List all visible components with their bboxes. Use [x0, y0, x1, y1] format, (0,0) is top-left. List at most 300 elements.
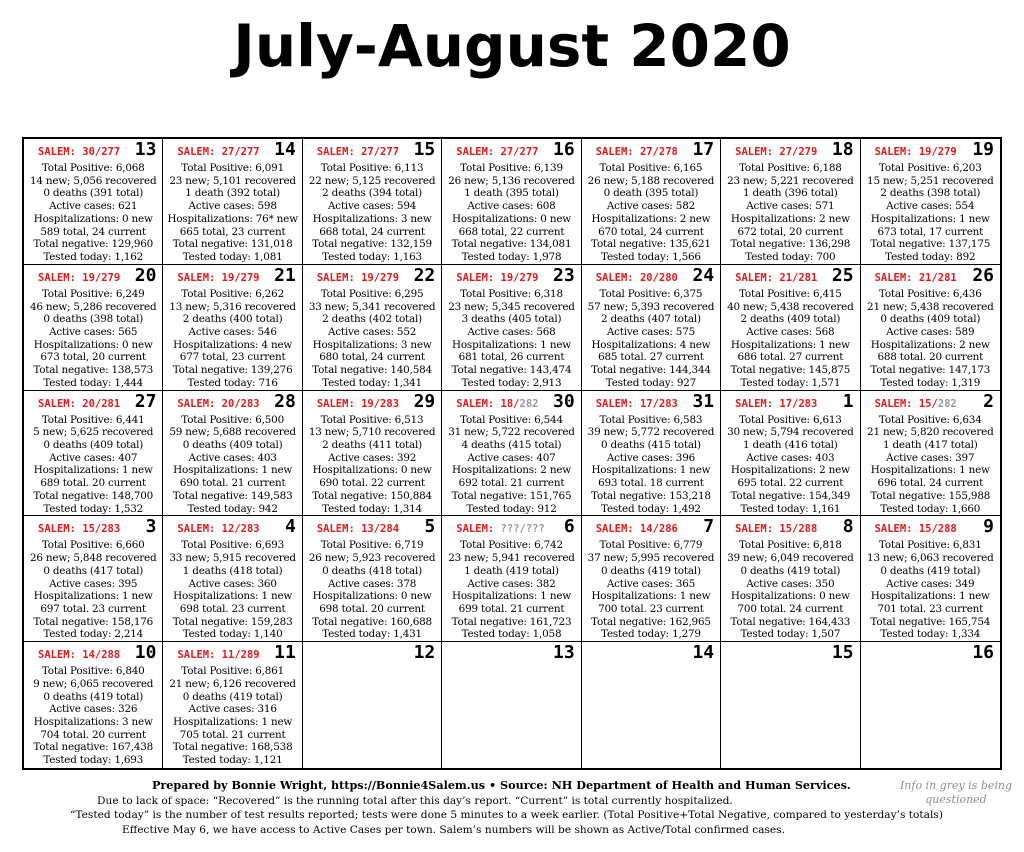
stat-line: Tested today: 2,214	[43, 628, 144, 641]
salem-cases	[177, 146, 259, 158]
day-cell-header	[24, 264, 162, 286]
stat-line: 673 total, 17 current	[877, 225, 984, 238]
stat-line: Total negative: 165,754	[870, 615, 991, 628]
day-cell-header	[442, 390, 580, 412]
salem-cases	[875, 146, 957, 158]
day-cell-header	[163, 264, 301, 286]
stat-line: 700 total. 23 current	[598, 602, 704, 615]
day-number: 13	[134, 139, 157, 160]
stat-line: Hospitalizations: 1 new	[870, 590, 990, 603]
day-cell-header	[442, 139, 580, 160]
day-number: 16	[553, 139, 575, 160]
day-cell-header	[861, 390, 1000, 412]
salem-cases-text: SALEM: 27/277	[316, 146, 400, 158]
day-cell-header	[721, 139, 859, 160]
salem-cases-text: SALEM: 21/281	[874, 271, 957, 284]
stat-line: 689 total. 20 current	[40, 477, 147, 490]
stat-line: 0 deaths (419 total)	[740, 564, 841, 577]
day-cell-header	[582, 139, 720, 160]
day-number: 22	[413, 264, 436, 286]
day-cell	[442, 139, 581, 265]
day-number: 23	[553, 264, 575, 286]
stat-line: Total Positive: 6,861	[181, 665, 284, 678]
day-cell	[861, 642, 1000, 768]
day-cell-header	[303, 642, 441, 664]
stat-line: 23 new; 5,345 recovered	[448, 300, 575, 313]
stat-line: 26 new; 5,188 recovered	[587, 174, 715, 187]
salem-cases-text: SALEM: 14/286	[595, 523, 678, 536]
stat-line: Total Positive: 6,544	[460, 413, 563, 426]
stat-line: Total Positive: 6,634	[878, 413, 982, 426]
stat-line: Hospitalizations: 0 new	[33, 212, 153, 225]
day-cell-header	[24, 516, 162, 538]
stat-line: 673 total, 20 current	[40, 351, 147, 364]
day-cell-header	[721, 516, 859, 538]
stat-line: 30 new; 5,794 recovered	[727, 426, 854, 439]
stat-line: Tested today: 1,693	[43, 754, 144, 767]
day-number: 5	[424, 516, 436, 538]
salem-cases-text: SALEM: 19/279	[38, 271, 121, 284]
stat-line: 2 deaths (394 total)	[322, 187, 422, 200]
stat-line: Active cases: 395	[49, 577, 138, 590]
day-stats	[24, 414, 162, 516]
day-cell	[163, 516, 302, 642]
day-number: 12	[413, 642, 436, 664]
salem-cases	[317, 523, 399, 535]
stat-line: 698 total. 23 current	[179, 602, 286, 615]
stat-line: Total Positive: 6,436	[878, 287, 982, 300]
day-stats	[721, 539, 859, 641]
stat-line: 37 new; 5,995 recovered	[587, 552, 715, 565]
day-cell-header	[24, 139, 162, 160]
day-cell	[721, 642, 860, 768]
stat-line: Hospitalizations: 1 new	[591, 464, 711, 477]
day-stats	[861, 162, 1000, 264]
day-cell	[303, 391, 442, 517]
stat-line: 0 deaths (419 total)	[880, 564, 981, 577]
stat-line: Tested today: 1,660	[880, 502, 981, 515]
salem-cases	[456, 272, 538, 284]
salem-cases-text: SALEM: 11/289	[177, 649, 260, 662]
salem-cases	[38, 146, 120, 158]
stat-line: Total negative: 136,298	[730, 238, 851, 251]
stat-line: Total negative: 131,018	[172, 238, 293, 251]
stat-line: 13 new; 5,710 recovered	[308, 426, 436, 439]
salem-cases	[317, 146, 399, 158]
day-number: 21	[274, 264, 296, 286]
stat-line: Total Positive: 6,840	[41, 665, 145, 678]
stat-line: 668 total, 22 current	[458, 225, 565, 238]
salem-cases	[875, 398, 957, 410]
footer-credit: Prepared by Bonnie Wright, https://Bonnie4Salem.us • Source: NH Department of Health and Human Services.	[152, 778, 851, 792]
stat-line: Total negative: 164,433	[730, 615, 851, 628]
stat-line: Hospitalizations: 0 new	[730, 590, 850, 603]
stat-line: Total Positive: 6,818	[738, 539, 842, 552]
day-cell-header	[861, 642, 1000, 664]
stat-line: Active cases: 360	[188, 577, 277, 590]
day-cell	[721, 391, 860, 517]
stat-line: Tested today: 1,532	[43, 502, 144, 515]
salem-cases	[38, 272, 120, 284]
stat-line: Total Positive: 6,295	[320, 287, 424, 300]
salem-cases-text: SALEM: 18/	[456, 397, 520, 410]
day-cell-header	[442, 516, 580, 538]
salem-cases-text: SALEM: 19/279	[316, 271, 400, 284]
salem-cases	[875, 523, 957, 535]
day-stats	[303, 288, 441, 390]
day-cell	[861, 139, 1000, 265]
day-cell-header	[582, 390, 720, 412]
salem-cases-text: SALEM: 15/288	[735, 523, 818, 536]
stat-line: Tested today: 1,058	[461, 628, 562, 641]
stat-line: Hospitalizations: 1 new	[173, 716, 293, 728]
stat-line: Active cases: 349	[886, 577, 975, 590]
stat-line: 59 new; 5,688 recovered	[169, 426, 296, 439]
day-stats	[721, 288, 859, 390]
stat-line: Total Positive: 6,693	[181, 539, 284, 552]
footer-note-active: Effective May 6, we have access to Active Cases per town. Salem’s numbers will be shown as Active/Total confirmed cases.	[122, 824, 785, 836]
day-cell-header	[442, 642, 580, 664]
day-cell	[442, 265, 581, 391]
stat-line: Hospitalizations: 4 new	[173, 338, 293, 351]
day-stats	[24, 288, 162, 390]
stat-line: Tested today: 1,431	[322, 628, 422, 641]
stat-line: Hospitalizations: 1 new	[730, 338, 850, 351]
stat-line: 699 total. 21 current	[458, 602, 565, 615]
day-number: 28	[274, 390, 296, 412]
stat-line: 681 total, 26 current	[458, 351, 565, 364]
stat-line: 46 new; 5,286 recovered	[29, 300, 157, 313]
stat-line: 668 total, 24 current	[319, 225, 425, 238]
day-cell-header	[163, 516, 301, 538]
stat-line: Hospitalizations: 1 new	[33, 590, 153, 603]
day-cell	[861, 265, 1000, 391]
day-stats	[303, 539, 441, 641]
stat-line: 0 deaths (419 total)	[601, 564, 701, 577]
stat-line: 39 new; 6,049 recovered	[727, 552, 854, 565]
day-number: 27	[134, 390, 157, 412]
stat-line: 1 death (395 total)	[464, 187, 559, 200]
salem-cases-text: SALEM: 15/283	[38, 523, 121, 536]
stat-line: Active cases: 403	[188, 451, 277, 464]
stat-line: Active cases: 397	[886, 451, 975, 464]
stat-line: Tested today: 1,978	[461, 250, 562, 263]
day-number: 15	[831, 642, 854, 664]
day-cell-header	[721, 264, 859, 286]
day-number: 3	[145, 516, 157, 538]
stat-line: 701 total. 23 current	[877, 602, 984, 615]
day-stats	[582, 162, 720, 264]
day-number: 31	[692, 390, 715, 412]
day-stats	[442, 414, 580, 516]
stat-line: Total negative: 145,875	[730, 364, 851, 377]
stat-line: Total Positive: 6,188	[738, 162, 842, 174]
stat-line: Tested today: 1,566	[601, 250, 701, 263]
stat-line: Active cases: 407	[49, 451, 138, 464]
day-number: 9	[983, 516, 994, 538]
stat-line: 21 new; 5,820 recovered	[867, 426, 994, 439]
stat-line: 700 total. 24 current	[737, 602, 844, 615]
stat-line: Total Positive: 6,719	[320, 539, 424, 552]
day-cell	[721, 516, 860, 642]
day-number: 29	[413, 390, 436, 412]
stat-line: 589 total, 24 current	[40, 225, 147, 238]
day-cell-header	[163, 390, 301, 412]
stat-line: 1 death (396 total)	[743, 187, 838, 200]
salem-cases-text: SALEM: 19/279	[874, 146, 957, 158]
salem-cases-text: SALEM: 19/283	[316, 397, 400, 410]
stat-line: Active cases: 365	[606, 577, 696, 590]
stat-line: Active cases: 316	[188, 703, 277, 716]
stat-line: 22 new; 5,125 recovered	[308, 174, 436, 187]
salem-cases-text: SALEM: 17/283	[595, 397, 678, 410]
day-stats	[163, 162, 301, 264]
stat-line: Total negative: 150,884	[312, 489, 432, 502]
stat-line: Hospitalizations: 1 new	[173, 590, 293, 603]
day-number: 25	[831, 264, 854, 286]
stat-line: Total Positive: 6,165	[599, 162, 703, 174]
day-number: 13	[553, 642, 575, 664]
day-cell-header	[24, 642, 162, 664]
day-cell	[303, 265, 442, 391]
stat-line: 705 total. 21 current	[179, 728, 286, 741]
stat-line: 0 deaths (419 total)	[43, 690, 144, 703]
salem-cases-questioned: 282	[519, 397, 539, 410]
day-cell	[721, 265, 860, 391]
salem-cases-text: SALEM: 20/280	[595, 271, 678, 284]
stat-line: Tested today: 700	[745, 250, 836, 263]
stat-line: 21 new; 5,438 recovered	[867, 300, 994, 313]
salem-cases	[735, 272, 817, 284]
salem-cases-text: SALEM: 15/	[874, 397, 938, 410]
salem-cases	[38, 523, 120, 535]
stat-line: 665 total, 23 current	[179, 225, 286, 238]
stat-line: 33 new; 5,915 recovered	[169, 552, 296, 565]
day-stats	[582, 539, 720, 641]
stat-line: Hospitalizations: 1 new	[452, 338, 571, 351]
day-number: 17	[692, 139, 715, 160]
stat-line: Total negative: 144,344	[591, 364, 711, 377]
salem-cases	[596, 398, 678, 410]
stat-line: 5 new; 5,625 recovered	[33, 426, 154, 439]
stat-line: 0 deaths (398 total)	[43, 313, 144, 326]
stat-line: Total negative: 162,965	[591, 615, 711, 628]
stat-line: Total negative: 154,349	[730, 489, 851, 502]
salem-cases	[38, 649, 120, 661]
stat-line: 1 death (392 total)	[185, 187, 280, 200]
stat-line: 33 new; 5,341 recovered	[308, 300, 436, 313]
stat-line: 2 deaths (402 total)	[322, 313, 422, 326]
day-number: 14	[274, 139, 296, 160]
stat-line: 672 total, 20 current	[737, 225, 844, 238]
salem-cases-text: SALEM: 14/288	[38, 649, 121, 662]
stat-line: Total Positive: 6,583	[599, 413, 703, 426]
day-cell	[24, 391, 163, 517]
day-cell	[24, 642, 163, 768]
day-number: 6	[563, 516, 575, 538]
stat-line: Total negative: 129,960	[33, 238, 154, 251]
stat-line: Total negative: 138,573	[33, 364, 154, 377]
stat-line: Total Positive: 6,441	[41, 413, 145, 426]
stat-line: 0 deaths (417 total)	[43, 564, 144, 577]
stat-line: 1 death (417 total)	[882, 439, 978, 451]
salem-cases-text: SALEM: 12/283	[177, 523, 260, 536]
stat-line: Hospitalizations: 3 new	[312, 212, 432, 225]
stat-line: Hospitalizations: 1 new	[870, 464, 990, 477]
salem-cases-text: SALEM: 27/277	[456, 146, 539, 158]
salem-cases-text: SALEM: 15/288	[874, 523, 957, 536]
day-cell-header	[303, 264, 441, 286]
stat-line: Total Positive: 6,203	[878, 162, 982, 174]
day-cell	[442, 391, 581, 517]
day-stats	[24, 665, 162, 767]
stat-line: Total negative: 155,988	[870, 489, 991, 502]
stat-line: Total negative: 137,175	[870, 238, 991, 251]
stat-line: 0 death (395 total)	[603, 187, 699, 200]
stat-line: Tested today: 892	[885, 250, 976, 263]
day-number: 18	[831, 139, 854, 160]
stat-line: Total negative: 168,538	[172, 741, 293, 754]
stat-line: 0 deaths (415 total)	[601, 439, 701, 451]
day-cell	[721, 139, 860, 265]
day-stats	[721, 162, 859, 264]
salem-cases-text: SALEM: 19/279	[177, 271, 260, 284]
day-stats	[163, 288, 301, 390]
stat-line: Total Positive: 6,660	[41, 539, 145, 552]
day-cell-header	[303, 390, 441, 412]
day-cell	[303, 139, 442, 265]
stat-line: Total negative: 143,474	[451, 364, 572, 377]
day-cell-header	[582, 264, 720, 286]
day-cell	[582, 139, 721, 265]
day-stats	[163, 665, 301, 767]
day-cell	[303, 516, 442, 642]
day-number: 2	[983, 390, 994, 412]
day-cell	[24, 516, 163, 642]
stat-line: Hospitalizations: 0 new	[33, 338, 153, 351]
day-cell-header	[721, 390, 859, 412]
stat-line: Total Positive: 6,139	[460, 162, 563, 174]
day-number: 8	[842, 516, 854, 538]
stat-line: 2 deaths (411 total)	[322, 439, 422, 451]
stat-line: Hospitalizations: 1 new	[33, 464, 153, 477]
stat-line: Active cases: 568	[467, 325, 556, 338]
salem-cases-text: SALEM: 27/279	[735, 146, 818, 158]
stat-line: Total Positive: 6,113	[320, 162, 424, 174]
salem-cases-text: SALEM:	[456, 523, 501, 536]
salem-cases-questioned: ???/???	[500, 523, 545, 536]
stat-line: 40 new; 5,438 recovered	[727, 300, 854, 313]
stat-line: Active cases: 598	[188, 200, 277, 213]
salem-cases	[596, 146, 678, 158]
stat-line: 695 total. 22 current	[737, 477, 844, 490]
day-number: 16	[972, 642, 994, 664]
stat-line: Total Positive: 6,318	[460, 287, 563, 300]
salem-cases-text: SALEM: 17/283	[735, 397, 818, 410]
stat-line: Total negative: 140,584	[312, 364, 432, 377]
stat-line: Total Positive: 6,831	[878, 539, 982, 552]
day-cell	[24, 265, 163, 391]
stat-line: 704 total. 20 current	[40, 728, 147, 741]
stat-line: Hospitalizations: 2 new	[730, 212, 850, 225]
stat-line: Tested today: 1,279	[601, 628, 701, 641]
salem-cases	[177, 523, 259, 535]
day-stats	[163, 539, 301, 641]
stat-line: 31 new; 5,722 recovered	[448, 426, 575, 439]
stat-line: Total negative: 149,583	[172, 489, 293, 502]
day-cell	[442, 642, 581, 768]
stat-line: Total Positive: 6,068	[41, 162, 145, 174]
stat-line: Total negative: 167,438	[33, 741, 154, 754]
stat-line: Tested today: 1,314	[322, 502, 422, 515]
stat-line: Total Positive: 6,500	[181, 413, 284, 426]
stat-line: 685 total. 27 current	[598, 351, 704, 364]
day-cell-header	[163, 139, 301, 160]
day-cell-header	[861, 139, 1000, 160]
stat-line: Active cases: 554	[886, 200, 975, 213]
stat-line: 0 deaths (409 total)	[43, 439, 144, 451]
day-cell	[24, 139, 163, 265]
stat-line: 15 new; 5,251 recovered	[867, 174, 994, 187]
stat-line: Total negative: 159,283	[172, 615, 293, 628]
stat-line: 690 total. 21 current	[179, 477, 286, 490]
stat-line: Total Positive: 6,613	[738, 413, 842, 426]
stat-line: 0 deaths (391 total)	[43, 187, 144, 200]
stat-line: Tested today: 942	[187, 502, 278, 515]
day-number: 4	[285, 516, 296, 538]
stat-line: Total negative: 135,621	[591, 238, 711, 251]
stat-line: Hospitalizations: 2 new	[452, 464, 571, 477]
salem-cases	[456, 398, 538, 410]
day-cell-header	[861, 264, 1000, 286]
stat-line: 670 total, 24 current	[598, 225, 704, 238]
day-cell	[163, 642, 302, 768]
stat-line: Active cases: 350	[746, 577, 835, 590]
salem-cases	[38, 398, 120, 410]
stat-line: Hospitalizations: 3 new	[312, 338, 432, 351]
stat-line: Total Positive: 6,091	[181, 162, 284, 174]
stat-line: Active cases: 621	[49, 200, 138, 213]
stat-line: Tested today: 1,163	[322, 250, 422, 263]
salem-cases	[456, 523, 545, 535]
stat-line: Tested today: 1,162	[43, 250, 144, 263]
day-number: 7	[703, 516, 715, 538]
stat-line: 57 new; 5,393 recovered	[587, 300, 715, 313]
stat-line: Tested today: 1,081	[182, 250, 283, 263]
stat-line: Active cases: 552	[327, 325, 417, 338]
salem-cases	[456, 146, 538, 158]
day-cell-header	[582, 642, 720, 664]
day-cell	[861, 391, 1000, 517]
stat-line: Active cases: 608	[467, 200, 556, 213]
stat-line: Tested today: 1,121	[182, 754, 283, 767]
stat-line: Total negative: 134,081	[451, 238, 572, 251]
stat-line: 9 new; 6,065 recovered	[33, 677, 154, 690]
day-stats	[861, 288, 1000, 390]
stat-line: Tested today: 1,492	[601, 502, 701, 515]
stat-line: Tested today: 1,334	[880, 628, 981, 641]
stat-line: Hospitalizations: 1 new	[452, 590, 571, 603]
day-number: 30	[553, 390, 575, 412]
salem-cases	[596, 272, 678, 284]
stat-line: Total negative: 160,688	[312, 615, 432, 628]
stat-line: 1 death (416 total)	[743, 439, 838, 451]
stat-line: Total negative: 139,276	[172, 364, 293, 377]
stat-line: 3 deaths (405 total)	[461, 313, 562, 326]
stat-line: Active cases: 407	[467, 451, 556, 464]
stat-line: 13 new; 6,063 recovered	[867, 552, 994, 565]
salem-cases	[596, 523, 678, 535]
